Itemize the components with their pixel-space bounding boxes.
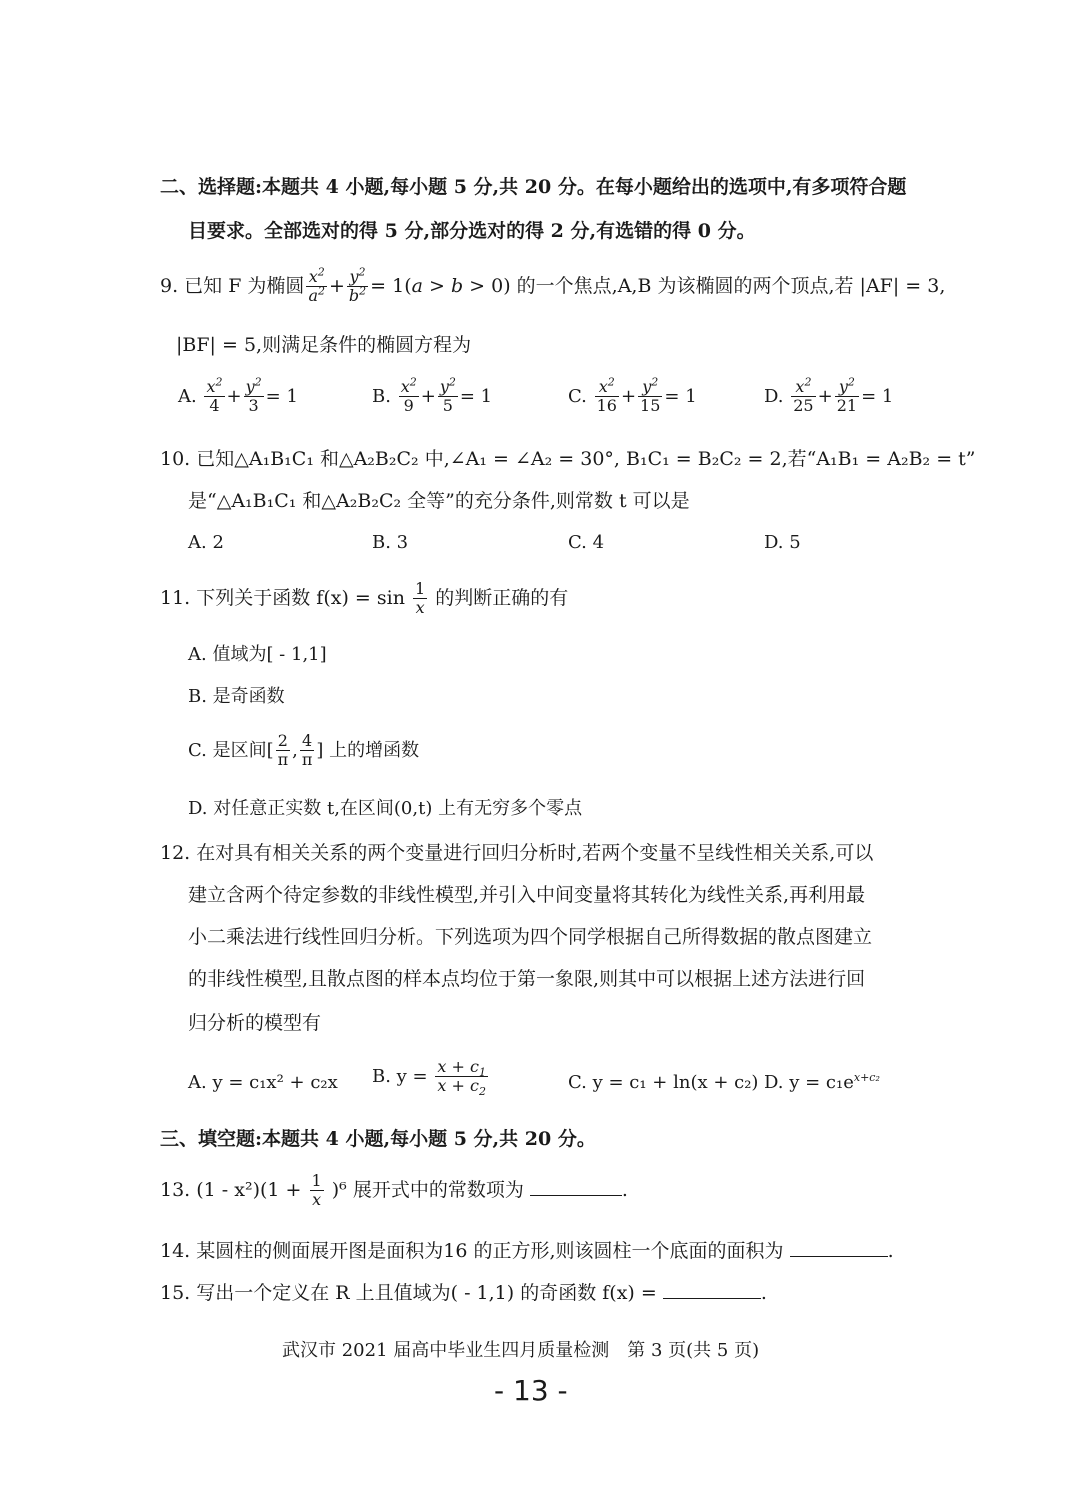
question-12-option-b[interactable]: B. y = $\frac{x + c_1}{x + c_2}$: [372, 1057, 486, 1099]
question-15: [160, 1284, 767, 1303]
question-12-line-2: 建立含两个待定参数的非线性模型,并引入中间变量将其转化为线性关系,再利用最: [188, 884, 866, 906]
question-9-middle: 的一个焦点,A,B 为该椭圆的两个顶点,若 |AF| = 3,: [516, 274, 946, 297]
ellipse-fraction-y: $\frac{y^2}{b^2}$: [348, 265, 367, 306]
one-over-x-fraction: $\frac{1}{x}$: [414, 579, 426, 618]
ellipse-fraction-x: $\frac{x^2}{a^2}$: [308, 265, 325, 306]
page-footer: 武汉市 2021 届高中毕业生四月质量检测 第 3 页(共 5 页): [282, 1340, 760, 1361]
option-b-prefix: B. y =: [372, 1065, 428, 1087]
question-14-end: .: [887, 1240, 894, 1262]
section-2-heading-line-2: 目要求。全部选对的得 5 分,部分选对的得 2 分,有选错的得 0 分。: [188, 220, 756, 242]
question-11-option-b[interactable]: B. 是奇函数: [188, 686, 285, 707]
question-11-option-c[interactable]: C. 是区间[ $\frac{2}{\pi}$ , $\frac{4}{\pi}$ ] 上的增函数: [188, 731, 420, 770]
section-3-heading: 三、填空题:本题共 4 小题,每小题 5 分,共 20 分。: [160, 1128, 596, 1150]
question-10-option-a[interactable]: A. 2: [188, 532, 224, 553]
question-11: [160, 580, 568, 618]
question-14-text: 14. 某圆柱的侧面展开图是面积为16 的正方形,则该圆柱一个底面的面积为: [160, 1240, 784, 1262]
page-number: - 13 -: [494, 1374, 568, 1407]
question-9-option-d[interactable]: D. $\frac{x^2}{25}$ + $\frac{y^2}{21}$ = 1: [764, 375, 894, 416]
option-letter: B.: [372, 385, 391, 407]
question-12-option-c[interactable]: C. y = c₁ + ln(x + c₂): [568, 1072, 759, 1093]
question-14: [160, 1242, 894, 1261]
question-9-line-2: |BF| = 5,则满足条件的椭圆方程为: [176, 334, 472, 356]
question-10-line-2: 是“△A₁B₁C₁ 和△A₂B₂C₂ 全等”的充分条件,则常数 t 可以是: [188, 490, 690, 512]
question-12-option-a[interactable]: A. y = c₁x² + c₂x: [188, 1072, 338, 1093]
question-13: 13. (1 - x²)(1 + $\frac{1}{x}$ )⁶ 展开式中的常数项为 .: [160, 1171, 628, 1210]
question-10-option-c[interactable]: C. 4: [568, 532, 605, 553]
question-11-option-a[interactable]: A. 值域为[ - 1,1]: [188, 644, 327, 665]
question-9-option-a[interactable]: A. $\frac{x^2}{4}$ + $\frac{y^2}{3}$ = 1: [178, 375, 298, 416]
question-10-line-1: 10. 已知△A₁B₁C₁ 和△A₂B₂C₂ 中,∠A₁ = ∠A₂ = 30°, B₁C₁ = B₂C₂ = 2,若“A₁B₁ = A₂B₂ = t”: [160, 448, 976, 470]
option-letter: C.: [568, 385, 587, 407]
option-c-prefix: C. 是区间[: [188, 739, 274, 761]
question-15-text: 15. 写出一个定义在 R 上且值域为( - 1,1) 的奇函数 f(x) =: [160, 1282, 657, 1304]
question-13-suffix: )⁶ 展开式中的常数项为: [331, 1178, 524, 1201]
question-9-option-c[interactable]: C. $\frac{x^2}{16}$ + $\frac{y^2}{15}$ = 1: [568, 375, 697, 416]
option-letter: D.: [764, 385, 784, 407]
section-2-heading-line-1: 二、选择题:本题共 4 小题,每小题 5 分,共 20 分。在每小题给出的选项中,有多项符合题: [160, 176, 907, 198]
question-9-prefix: 9. 已知 F 为椭圆: [160, 274, 305, 297]
question-9: 9. 已知 F 为椭圆 $\frac{x^2}{a^2}$ + $\frac{y^2}{b^2}$ = 1(a > b > 0) 的一个焦点,A,B 为该椭圆的两个顶点,若 |AF| = 3,: [160, 265, 946, 306]
question-13-end: .: [621, 1178, 628, 1201]
question-15-end: .: [760, 1282, 767, 1304]
question-10-option-b[interactable]: B. 3: [372, 532, 409, 553]
question-9-option-b[interactable]: B. $\frac{x^2}{9}$ + $\frac{y^2}{5}$ = 1: [372, 375, 493, 416]
answer-blank-15[interactable]: [663, 1298, 761, 1299]
question-13-prefix: 13. (1 - x²)(1 +: [160, 1178, 302, 1201]
question-11-prefix: 11. 下列关于函数 f(x) = sin: [160, 586, 405, 609]
answer-blank-13[interactable]: [530, 1195, 622, 1196]
question-12-line-3: 小二乘法进行线性回归分析。下列选项为四个同学根据自己所得数据的散点图建立: [188, 926, 873, 948]
answer-blank-14[interactable]: [790, 1256, 888, 1257]
option-d-text: D. y = c₁e: [764, 1072, 854, 1093]
question-11-option-d[interactable]: D. 对任意正实数 t,在区间(0,t) 上有无穷多个零点: [188, 798, 583, 819]
option-letter: A.: [178, 385, 197, 407]
question-12-line-4: 的非线性模型,且散点图的样本点均位于第一象限,则其中可以根据上述方法进行回: [188, 968, 866, 990]
question-10-option-d[interactable]: D. 5: [764, 532, 801, 553]
option-c-suffix: ] 上的增函数: [316, 739, 420, 761]
question-11-suffix: 的判断正确的有: [435, 586, 569, 609]
question-12-line-1: 12. 在对具有相关关系的两个变量进行回归分析时,若两个变量不呈线性相关关系,可以: [160, 842, 874, 864]
question-12-line-5: 归分析的模型有: [188, 1012, 322, 1034]
question-12-option-d[interactable]: D. $y = c_1e^{x+c_2}$: [764, 1071, 880, 1093]
